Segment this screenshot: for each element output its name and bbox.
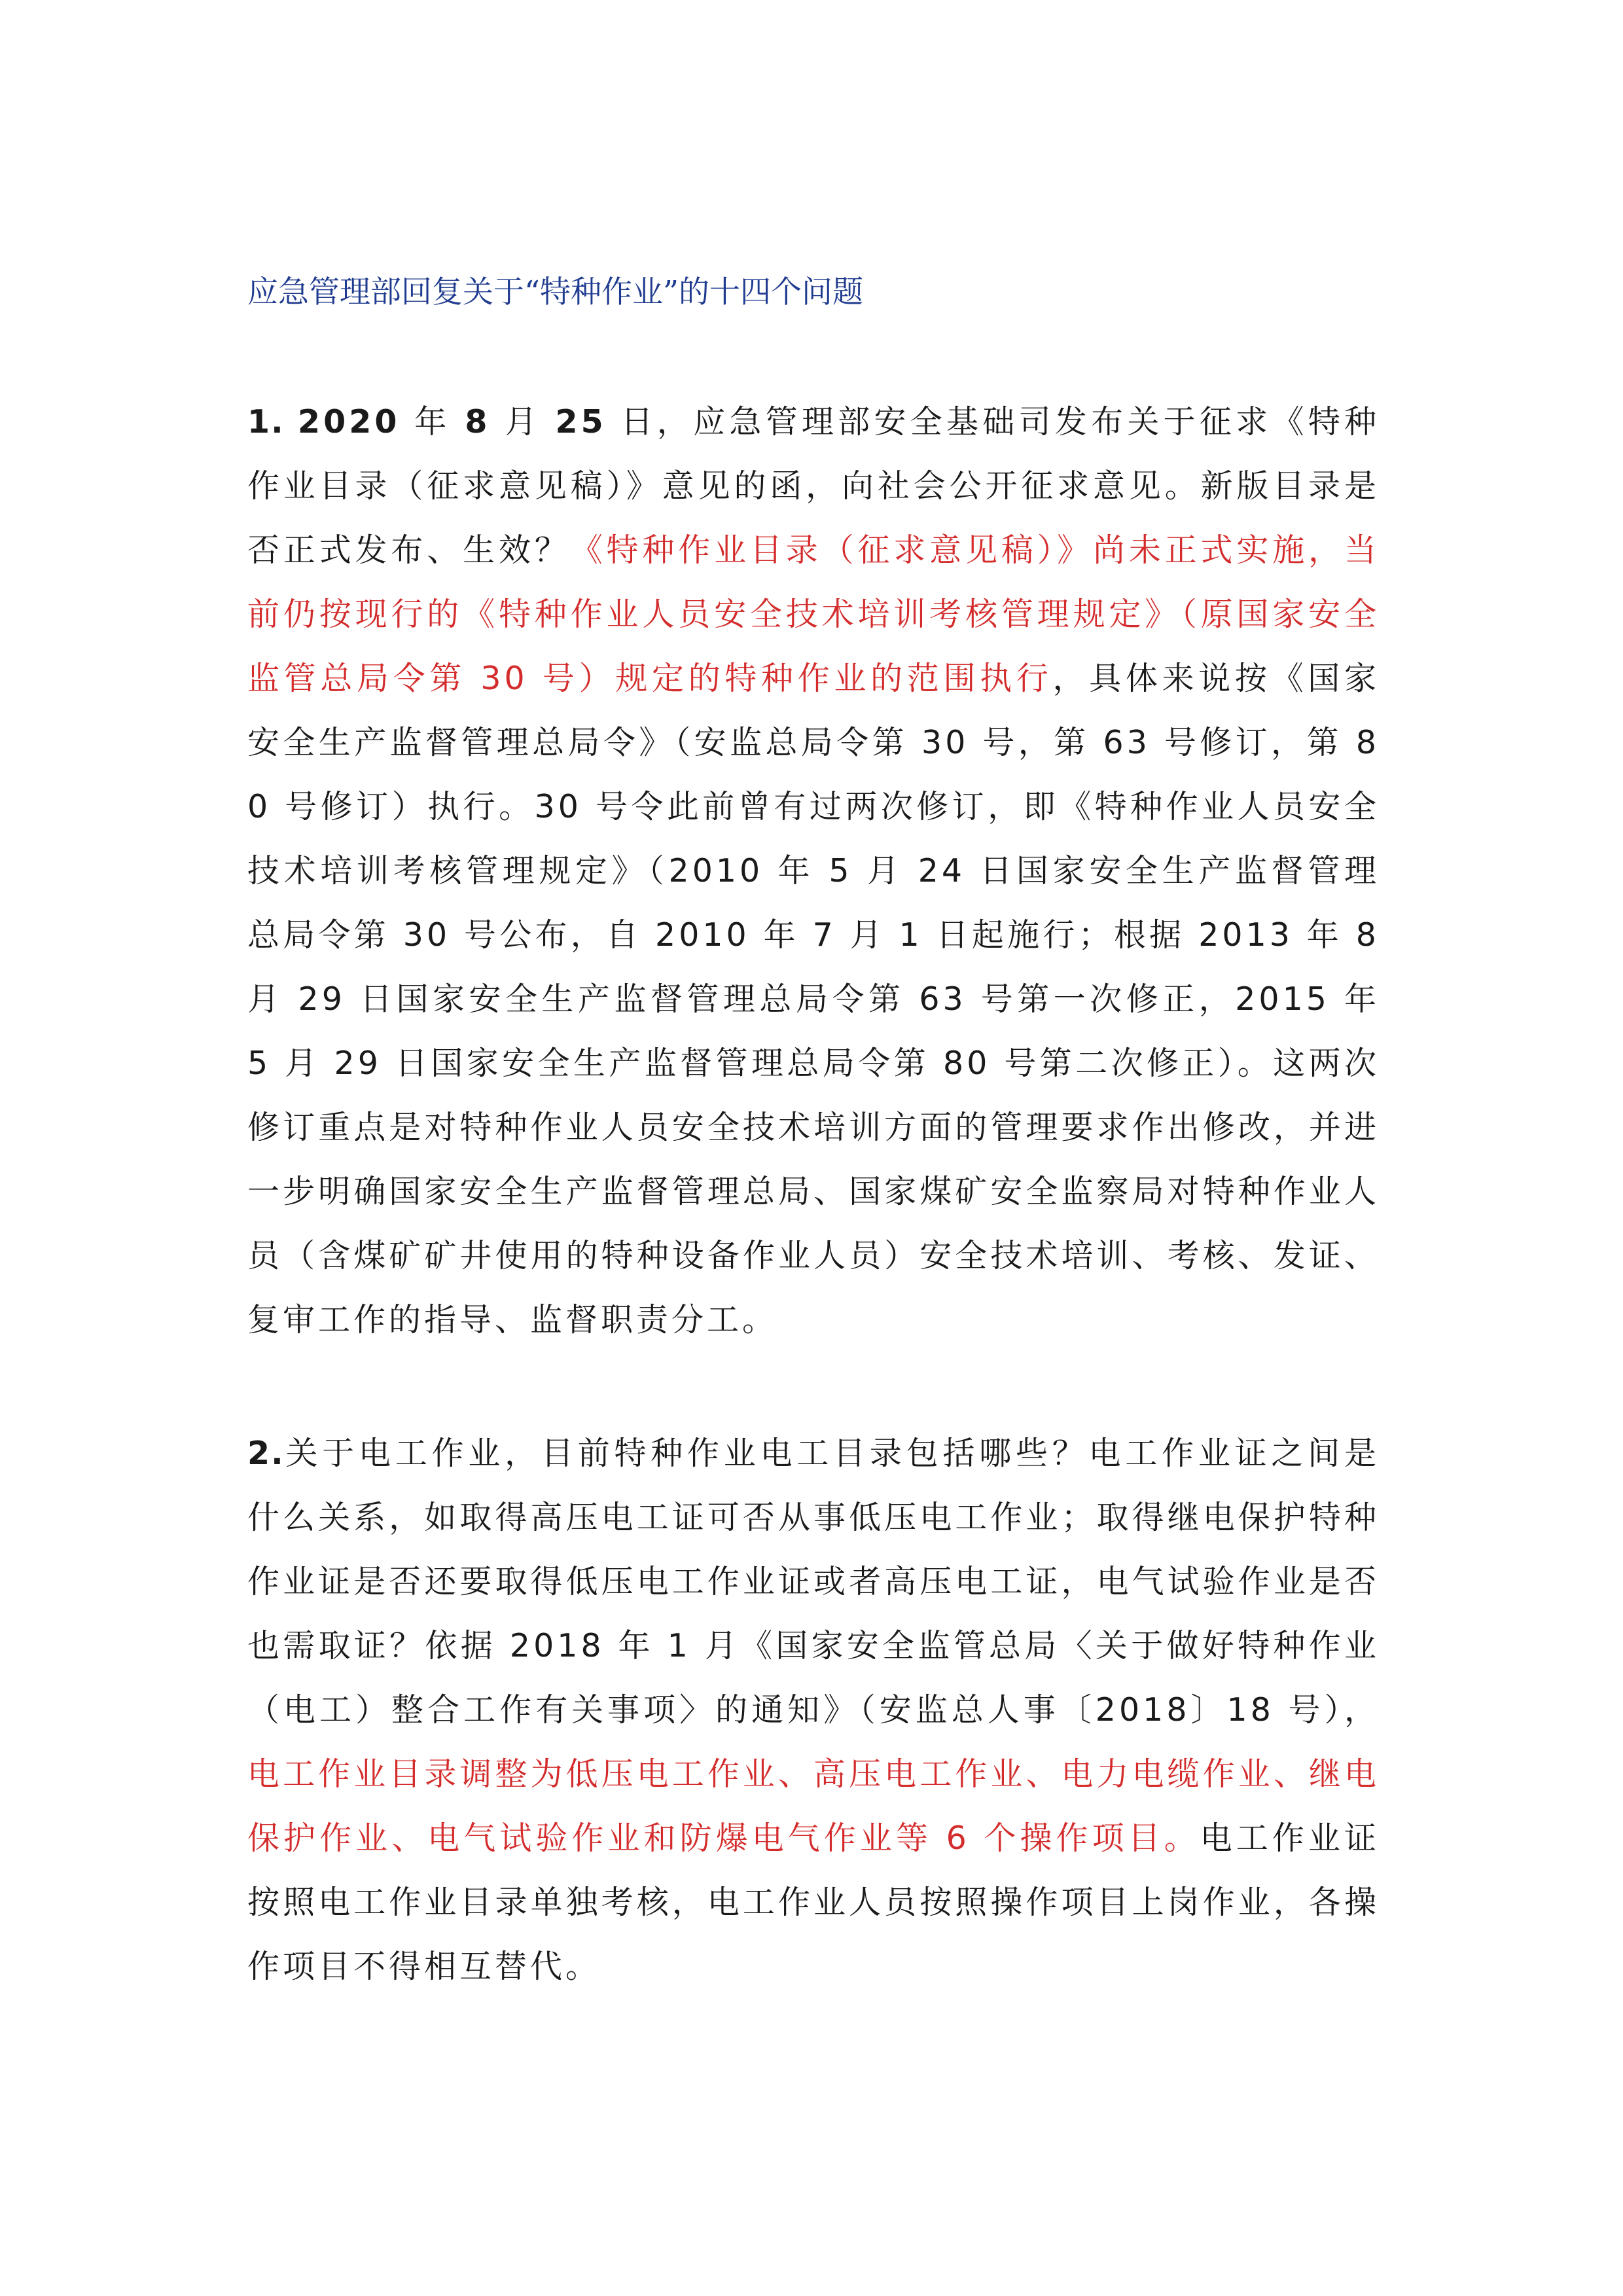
answer-1-highlight: 《特种作业目录（征求意见稿）》尚未正式实施，当前仍按现行的《特种作业人员安全技术培训考核管理规定》（原国家安全监管总局令第 30 号）规定的特种作业的范围执行	[247, 531, 1380, 697]
question-2-number: 2.	[247, 1435, 285, 1472]
question-1-text-b: 月	[490, 403, 556, 440]
answer-1-text: ，具体来说按《国家安全生产监督管理总局令》（安监总局令第 30 号，第 63 号修订，第 80 号修订）执行。30 号令此前曾有过两次修订，即《特种作业人员安全技术培训考核管理规定》（2010 年 5 月 24 日国家安全生产监督管理总局令第 30 号公布，自 2010 年 7 月 1 日起施行；根据 2013 年 8 月 29 日国家安全生产监督管理总局令第 63 号第一次修正，2015 年 5 月 29 日国家安全生产监督管理总局令第 80 号第二次修正）。这两次修订重点是对特种作业人员安全技术培训方面的管理要求作出修改，并进一步明确国家安全生产监督管理总局、国家煤矿安全监察局对特种作业人员（含煤矿矿井使用的特种设备作业人员）安全技术培训、考核、发证、复审工作的指导、监督职责分工。	[247, 660, 1380, 1338]
paragraph-question-1	[247, 390, 1380, 1352]
question-1-text-a: 年	[400, 403, 465, 440]
paragraph-question-2	[247, 1422, 1380, 1999]
question-2-text: 关于电工作业，目前特种作业电工目录包括哪些？电工作业证之间是什么关系，如取得高压电工证可否从事低压电工作业；取得继电保护特种作业证是否还要取得低压电工作业证或者高压电工证，电气试验作业是否也需取证？	[247, 1435, 1380, 1664]
question-1-day: 25	[555, 403, 607, 440]
document-title: 应急管理部回复关于“特种作业”的十四个问题	[247, 274, 864, 310]
question-1-number: 1.	[247, 403, 298, 440]
answer-2-text: 电工作业证按照电工作业目录单独考核，电工作业人员按照操作项目上岗作业，各操作项目不得相互替代。	[247, 1820, 1380, 1985]
question-1-month: 8	[465, 403, 491, 440]
answer-2-basis: 依据 2018 年 1 月《国家安全监管总局〈关于做好特种作业（电工）整合工作有关事项〉的通知》（安监总人事〔2018〕18 号），	[247, 1627, 1380, 1729]
question-1-year: 2020	[298, 403, 401, 440]
question-1-text-c: 日，应急管理部安全基础司发布关于征求《特种作业目录（征求意见稿）》意见的函，向社会公开征求意见。新版目录是否正式发布、生效？	[247, 403, 1380, 569]
answer-2-highlight: 电工作业目录调整为低压电工作业、高压电工作业、电力电缆作业、继电保护作业、电气试验作业和防爆电气作业等 6 个操作项目。	[247, 1755, 1380, 1857]
